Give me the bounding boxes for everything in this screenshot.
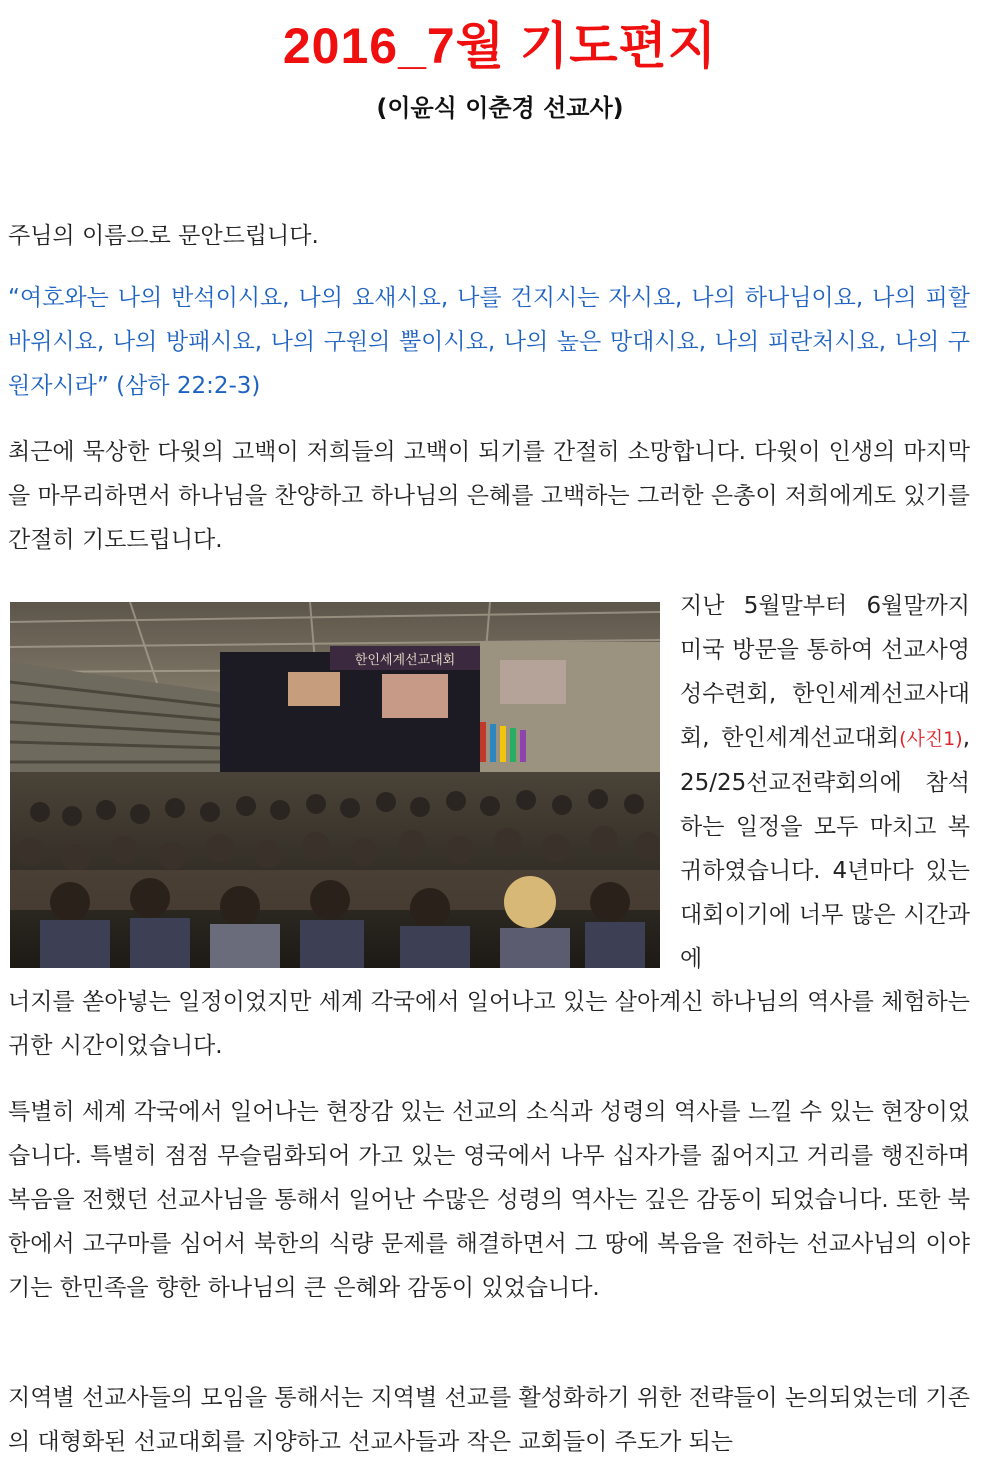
paragraph-2-side [680,584,970,981]
scripture-quote: “여호와는 나의 반석이시요, 나의 요새시요, 나를 건지시는 자시요, 나의 하나님이요, 나의 피할 바위시요, 나의 방패시요, 나의 구원의 뿔이시요, 나의 높은 망대시요, 나의 피란처시요, 나의 구원자시라” (삼하 22:2-3) [8,285,970,399]
conference-photo [10,602,660,968]
paragraph-1: 최근에 묵상한 다윗의 고백이 저희들의 고백이 되기를 간절히 소망합니다. 다윗이 인생의 마지막을 마무리하면서 하나님을 찬양하고 하나님의 은혜를 고백하는 그러한 은총이 저희에게도 있기를 간절히 기도드립니다. [8,439,970,553]
greeting: 주님의 이름으로 문안드립니다. [8,223,319,249]
page-subtitle: (이윤식 이춘경 선교사) [376,94,624,122]
page-title: 2016_7월 기도편지 [282,18,718,74]
paragraph-3: 특별히 세계 각국에서 일어나는 현장감 있는 선교의 소식과 성령의 역사를 느낄 수 있는 현장이었습니다. 특별히 점점 무슬림화되어 가고 있는 영국에서 나무 십자가를 짊어지고 거리를 행진하며 복음을 전했던 선교사님을 통해서 일어난 수많은 성령의 역사는 깊은 감동이 되었습니다. 또한 북한에서 고구마를 심어서 북한의 식량 문제를 해결하면서 그 땅에 복음을 전하는 선교사님의 이야기는 한민족을 향한 하나님의 큰 은혜와 감동이 있었습니다. [8,1099,970,1301]
stage-banner: 한인세계선교대회 [354,653,456,668]
paragraph-2-rest: 너지를 쏟아넣는 일정이었지만 세계 각국에서 일어나고 있는 살아계신 하나님의 역사를 체험하는 귀한 시간이었습니다. [8,989,970,1059]
paragraph-2-side-b: , 25/25선교전략회의에 참석하는 일정을 모두 마치고 복귀하였습니다. 4년마다 있는 대회이기에 너무 많은 시간과 에 [680,725,970,972]
paragraph-2-side-a: 지난 5월말부터 6월말까지 미국 방문을 통하여 선교사영성수련회, 한인세계선교사대회, 한인세계선교대회 [680,593,970,751]
photo-reference: (사진1) [899,728,963,750]
paragraph-4: 지역별 선교사들의 모임을 통해서는 지역별 선교를 활성화하기 위한 전략들이 논의되었는데 기존의 대형화된 선교대회를 지양하고 선교사들과 작은 교회들이 주도가 되는 [8,1385,970,1455]
conference-photo-illustration [10,602,660,968]
